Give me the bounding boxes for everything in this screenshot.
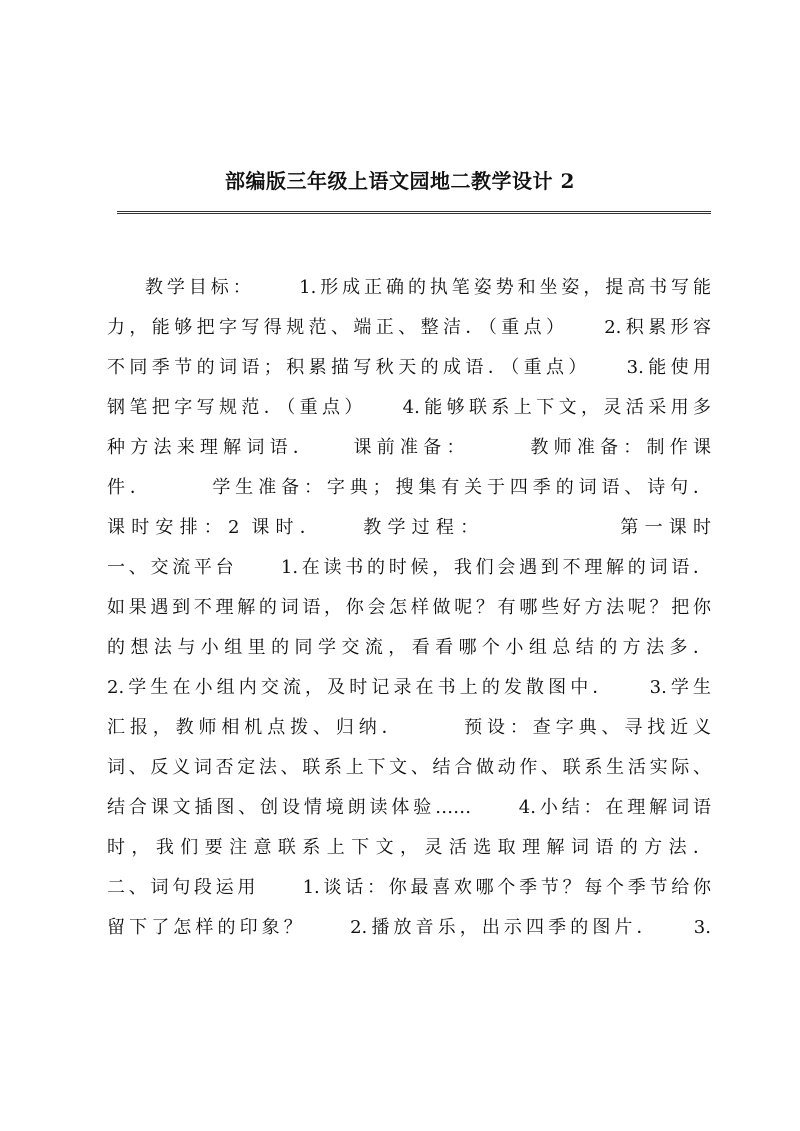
document-body: [107, 268, 711, 948]
body-line: 不同季节的词语；积累描写秋天的成语．（重点） 3.能使用: [107, 357, 711, 378]
title-divider: [117, 211, 711, 214]
body-line: 种方法来理解词语． 课前准备： 教师准备：制作课: [107, 437, 711, 458]
body-line: 件． 学生准备：字典；搜集有关于四季的词语、诗句．: [107, 477, 711, 498]
body-line: 汇报，教师相机点拨、归纳． 预设：查字典、寻找近义: [107, 717, 711, 738]
body-line: 词、反义词否定法、联系上下文、结合做动作、联系生活实际、: [107, 757, 711, 778]
body-line: 力，能够把字写得规范、端正、整洁．（重点） 2.积累形容: [107, 317, 711, 338]
body-line: 留下了怎样的印象？ 2.播放音乐，出示四季的图片． 3.: [107, 917, 711, 938]
body-line: 钢笔把字写规范．（重点） 4.能够联系上下文，灵活采用多: [107, 397, 711, 418]
body-line: 的想法与小组里的同学交流，看看哪个小组总结的方法多．: [107, 637, 711, 658]
body-line: 二、词句段运用 1.谈话：你最喜欢哪个季节？每个季节给你: [107, 877, 711, 898]
body-line: 一、交流平台 1.在读书的时候，我们会遇到不理解的词语．: [107, 557, 711, 578]
body-line: 如果遇到不理解的词语，你会怎样做呢？有哪些好方法呢？把你: [107, 597, 711, 618]
body-line: 教学目标： 1.形成正确的执笔姿势和坐姿，提高书写能: [145, 277, 711, 298]
body-line: 课时安排：2 课时． 教学过程： 第一课时: [107, 517, 711, 538]
body-line: 时，我们要注意联系上下文，灵活选取理解词语的方法．: [107, 837, 711, 858]
body-line: 结合课文插图、创设情境朗读体验…… 4.小结：在理解词语: [107, 797, 711, 818]
document-title: 部编版三年级上语文园地二教学设计 2: [225, 169, 575, 193]
body-line: 2.学生在小组内交流，及时记录在书上的发散图中． 3.学生: [107, 677, 711, 698]
